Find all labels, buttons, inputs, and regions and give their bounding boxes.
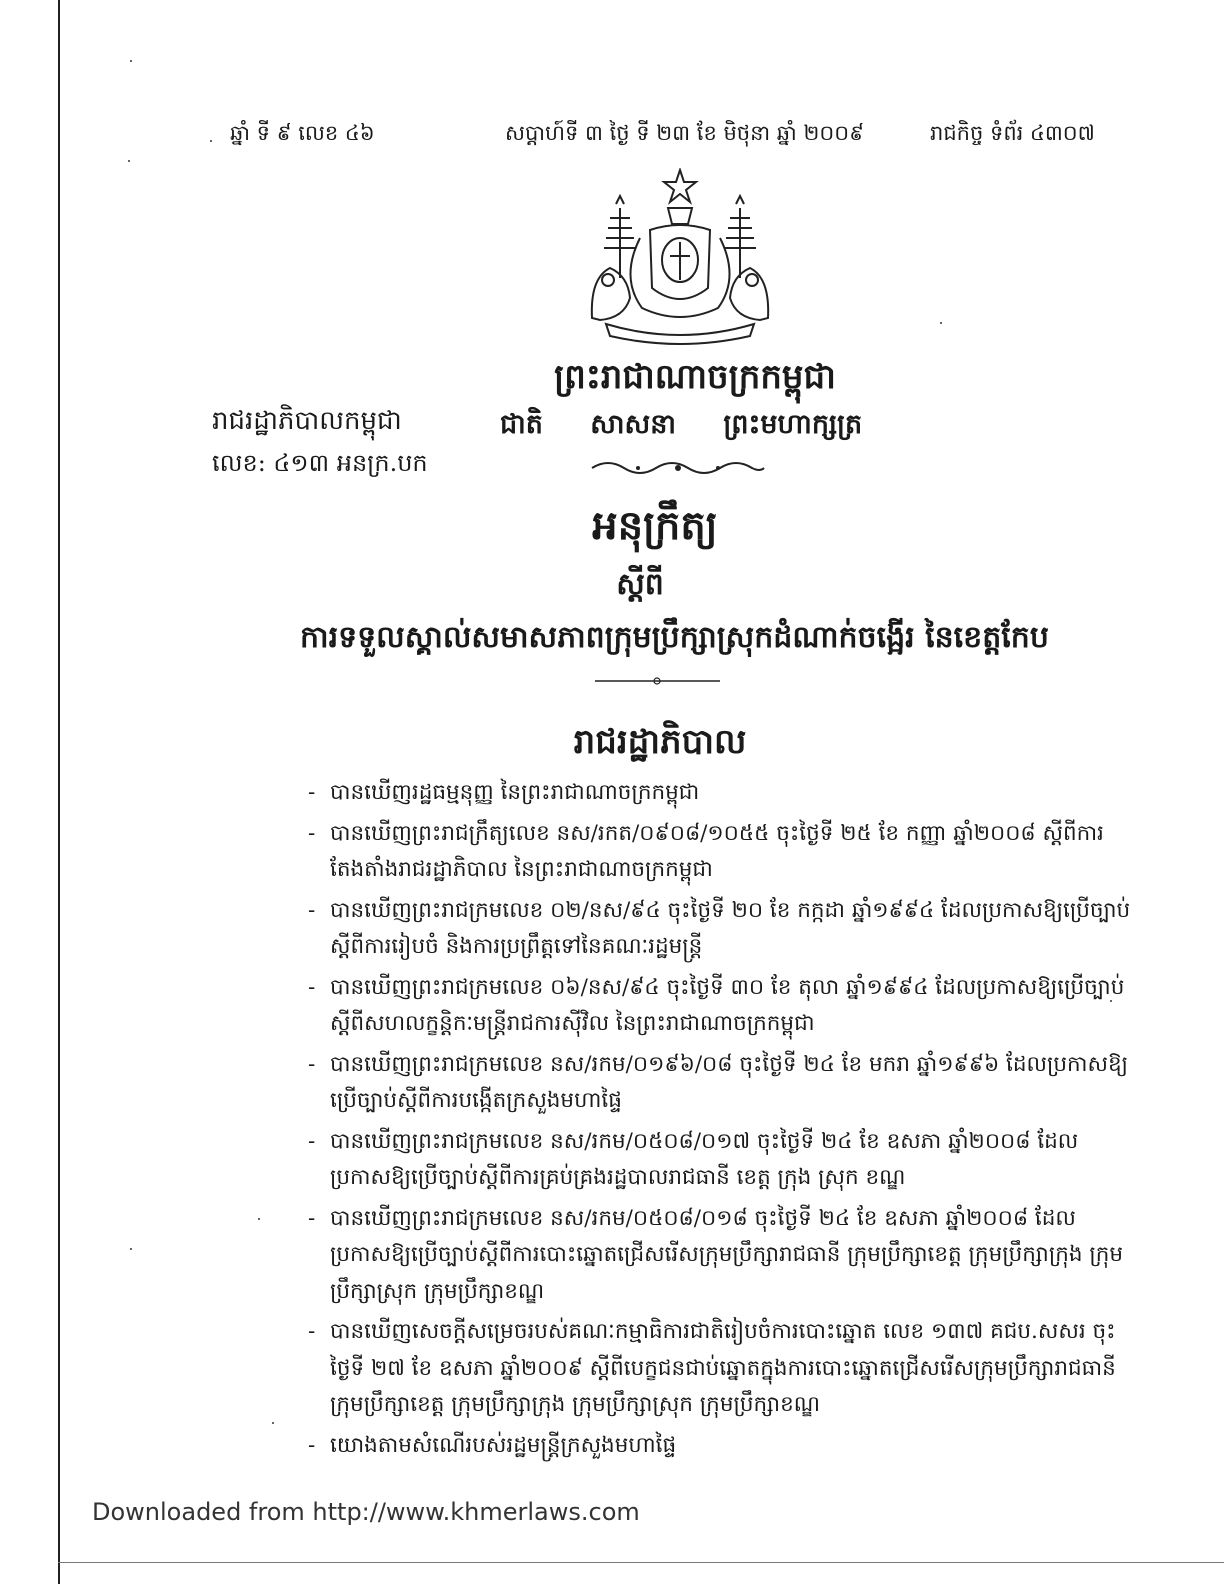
scan-speck: [130, 1248, 132, 1250]
issuer-name: រាជរដ្ឋាភិបាលកម្ពុជា: [212, 406, 402, 436]
clause-item: - បានឃើញសេចក្តីសម្រេចរបស់គណៈកម្មាធិការជាតិរៀបចំការបោះឆ្នោត លេខ ១៣៧ គជប.សសរ ចុះថ្ងៃទី ២៧ ខែ ឧសភា ឆ្នាំ២០០៩ ស្តីពីបេក្ខជនជាប់ឆ្នោតក្នុងការបោះឆ្នោតជ្រើសរើសក្រុមប្រឹក្សារាជធានី ក្រុមប្រឹក្សាខេត្ត ក្រុមប្រឹក្សាក្រុង ក្រុមប្រឹក្សាស្រុក ក្រុមប្រឹក្សាខណ្ឌ: [308, 1319, 1116, 1417]
motto-religion: សាសនា: [590, 409, 676, 440]
document-number: លេខ: ៤១៣ អនក្រ.បក: [212, 449, 428, 477]
clause-item: - បានឃើញព្រះរាជក្រមលេខ ០២/នស/៩៤ ចុះថ្ងៃទី ២០ ខែ កក្កដា ឆ្នាំ១៩៩៤ ដែលប្រកាសឱ្យប្រើច្បាប់ស្តីពីការរៀបចំ និងការប្រព្រឹត្តទៅនៃគណៈរដ្ឋមន្ត្រី: [308, 897, 1131, 959]
scan-edge-line: [58, 0, 60, 1584]
scan-speck: [940, 322, 942, 324]
clause-item: - យោងតាមសំណើរបស់រដ្ឋមន្ត្រីក្រសួងមហាផ្ទៃ: [308, 1432, 677, 1458]
national-motto: [500, 408, 863, 447]
clause-item: - បានឃើញព្រះរាជក្រមលេខ នស/រកម/០៥០៨/០១៨ ចុះថ្ងៃទី ២៤ ខែ ឧសភា ឆ្នាំ២០០៨ ដែលប្រកាសឱ្យប្រើច្បាប់ស្តីពីការបោះឆ្នោតជ្រើសរើសក្រុមប្រឹក្សារាជធានី ក្រុមប្រឹក្សាខេត្ត ក្រុមប្រឹក្សាក្រុង ក្រុមប្រឹក្សាស្រុក ក្រុមប្រឹក្សាខណ្ឌ: [308, 1205, 1124, 1304]
preamble-clauses: [308, 775, 1148, 1468]
scan-bottom-line: [58, 1562, 1224, 1563]
clause-item: - បានឃើញព្រះរាជក្រមលេខ នស/រកម/០១៩៦/០៨ ចុះថ្ងៃទី ២៤ ខែ មករា ឆ្នាំ១៩៩៦ ដែលប្រកាសឱ្យប្រើច្បាប់ស្តីពីការបង្កើតក្រសួងមហាផ្ទៃ: [308, 1051, 1129, 1113]
ornament-divider-icon: [588, 456, 768, 480]
gazette-header: [230, 120, 1140, 156]
motto-nation: ជាតិ: [500, 409, 543, 440]
document-subject: ការទទួលស្គាល់សមាសភាពក្រុមប្រឹក្សាស្រុកដំណាក់ចង្អើរ នៃខេត្តកែប: [300, 620, 1049, 655]
issue-number: ឆ្នាំ ទី ៩ លេខ ៤៦: [230, 121, 375, 145]
gazette-page: រាជកិច្ច ទំព័រ ៤៣០៧: [930, 121, 1095, 145]
government-heading: រាជរដ្ឋាភិបាល: [573, 722, 747, 762]
clause-item: - បានឃើញព្រះរាជក្រឹត្យលេខ នស/រកត/០៩០៨/១០៥៥ ចុះថ្ងៃទី ២៥ ខែ កញ្ញា ឆ្នាំ២០០៨ ស្តីពីការតែងតាំងរាជរដ្ឋាភិបាល នៃព្រះរាជាណាចក្រកម្ពុជា: [308, 820, 1104, 882]
royal-coat-of-arms-icon: [580, 168, 780, 346]
document-type: អនុក្រឹត្យ: [592, 502, 718, 549]
gazette-date: សប្តាហ៍ទី ៣ ថ្ងៃ ទី ២៣ ខែ មិថុនា ឆ្នាំ ២០០៩: [505, 121, 864, 145]
about-label: ស្តីពី: [616, 567, 664, 602]
scan-speck: [258, 1218, 260, 1220]
scan-speck: [272, 1422, 274, 1424]
kingdom-title: ព្រះរាជាណាចក្រកម្ពុជា: [554, 357, 836, 397]
download-source-footer: Downloaded from http://www.khmerlaws.com: [92, 1498, 640, 1526]
section-divider-icon: [595, 676, 720, 686]
scan-speck: [128, 160, 130, 162]
clause-item: - បានឃើញព្រះរាជក្រមលេខ ០៦/នស/៩៤ ចុះថ្ងៃទី ៣០ ខែ តុលា ឆ្នាំ១៩៩៤ ដែលប្រកាសឱ្យប្រើច្បាប់ស្តីពីសហលក្ខន្តិកៈមន្ត្រីរាជការស៊ីវិល នៃព្រះរាជាណាចក្រកម្ពុជា: [308, 974, 1125, 1036]
scan-speck: [210, 140, 212, 142]
motto-king: ព្រះមហាក្សត្រ: [723, 409, 863, 440]
clause-item: - បានឃើញព្រះរាជក្រមលេខ នស/រកម/០៥០៨/០១៧ ចុះថ្ងៃទី ២៤ ខែ ឧសភា ឆ្នាំ២០០៨ ដែលប្រកាសឱ្យប្រើច្បាប់ស្តីពីការគ្រប់គ្រងរដ្ឋបាលរាជធានី ខេត្ត ក្រុង ស្រុក ខណ្ឌ: [308, 1128, 1079, 1190]
scan-speck: [130, 60, 132, 62]
clause-item: - បានឃើញរដ្ឋធម្មនុញ្ញ នៃព្រះរាជាណាចក្រកម្ពុជា: [308, 780, 700, 805]
